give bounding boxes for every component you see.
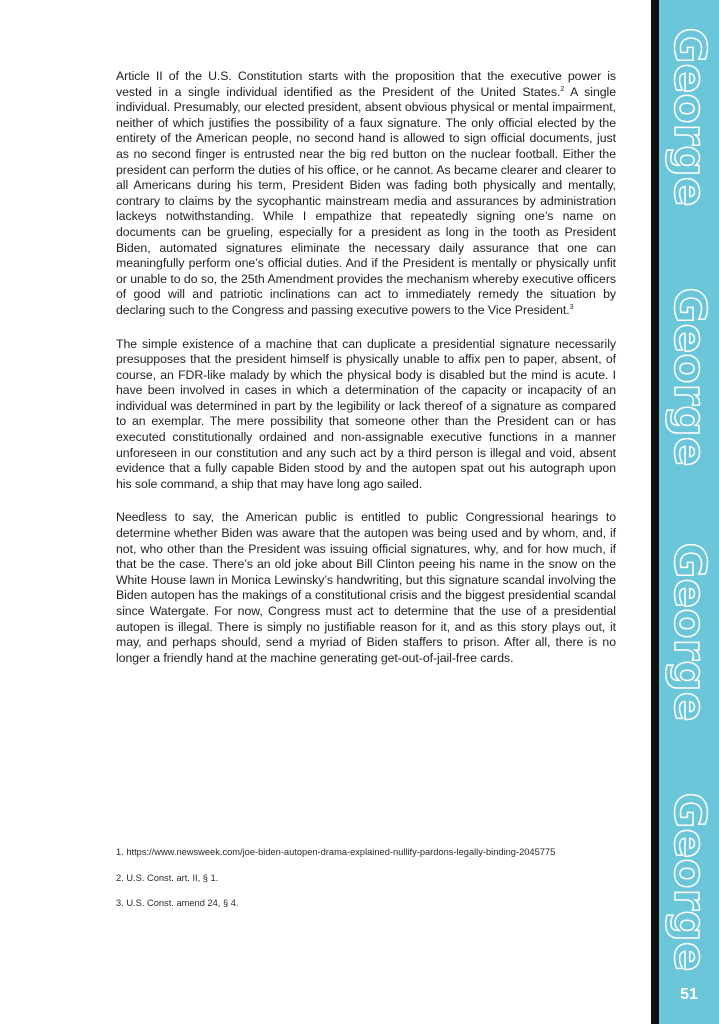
- footnote-2: 2. U.S. Const. art. II, § 1.: [116, 873, 219, 883]
- paragraph-1: [116, 69, 616, 319]
- paragraph-3: Needless to say, the American public is entitled to public Congressional hearings to determine whether Biden was aware that the autopen was being used and by whom, and, if not, who other than the President was issuing official signatures, why, and for how much, if that be the case. There’s an old joke about Bill Clinton peeing his name in the snow on the White House lawn in Monica Lewinsky’s handwriting, but this signature scandal involving the Biden autopen has the makings of a constitutional crisis and the biggest presidential scandal since Watergate. For now, Congress must act to determine that the use of a presidential autopen is illegal. There is simply no justifiable reason for it, and as this story plays out, it may, and perhaps should, send a myriad of Biden staffers to prison. After all, there is no longer a friendly hand at the machine generating get-out-of-jail-free cards.: [116, 510, 616, 665]
- tab-word-2: George: [664, 287, 715, 467]
- side-tab-band: [659, 0, 719, 1024]
- tab-word-3: George: [664, 542, 715, 722]
- tab-word-4: George: [664, 792, 715, 972]
- paragraph-1-text-b: A single individual. Presumably, our elected president, absent obvious physical or mental impairment, neither of which justifies the possibility of a faux signature. The only official elected by the entirety of the American people, no second hand is allowed to sign official documents, just as no second finger is entrusted near the big red button on the nuclear football. Either the president can perform the duties of his office, or he cannot. As became clearer and clearer to all Americans during his term, President Biden was fading both physically and mentally, contrary to claims by the sycophantic mainstream media and assurances by administration lackeys notwithstanding. While I empathize that repeatedly signing one’s name on documents can be grueling, especially for a president as long in the tooth as President Biden, automated signatures eliminate the necessary daily assurance that one can meaningfully perform one’s official duties. And if the President is mentally or physically unfit or unable to do so, the 25th Amendment provides the mechanism whereby executive officers of good will and patriotic inclinations can act to immediately remedy the situation by declaring such to the Congress and passing executive powers to the Vice President.: [116, 84, 616, 317]
- footnote-ref-2: 2: [560, 85, 565, 93]
- page-number: 51: [680, 986, 698, 1003]
- footnote-1: 1. https://www.newsweek.com/joe-biden-autopen-drama-explained-nullify-pardons-legally-binding-2045775: [116, 847, 556, 857]
- tab-word-1: George: [664, 27, 715, 207]
- footnote-ref-3: 3: [569, 303, 574, 311]
- paragraph-1-text-a: Article II of the U.S. Constitution starts with the proposition that the executive power is vested in a single individual identified as the President of the United States.: [116, 69, 616, 99]
- footnotes: [116, 846, 622, 922]
- article-body: [116, 69, 616, 684]
- side-tab: [651, 0, 719, 1024]
- paragraph-2: The simple existence of a machine that can duplicate a presidential signature necessarily presupposes that the president himself is physically unable to affix pen to paper, absent, of course, an FDR-like malady by which the physical body is disabled but the mind is acute. I have been involved in cases in which a determination of the capacity or incapacity of an individual was determined in part by the legibility or lack thereof of a signature as compared to an exemplar. The mere possibility that someone other than the President can or has executed constitutionally ordained and non-assignable executive functions in a manner unforeseen in our constitution and any such act by a third person is illegal and void, absent evidence that a fully capable Biden stood by and the autopen spat out his autograph upon his sole command, a ship that may have long ago sailed.: [116, 336, 616, 491]
- footnote-3: 3. U.S. Const. amend 24, § 4.: [116, 898, 239, 908]
